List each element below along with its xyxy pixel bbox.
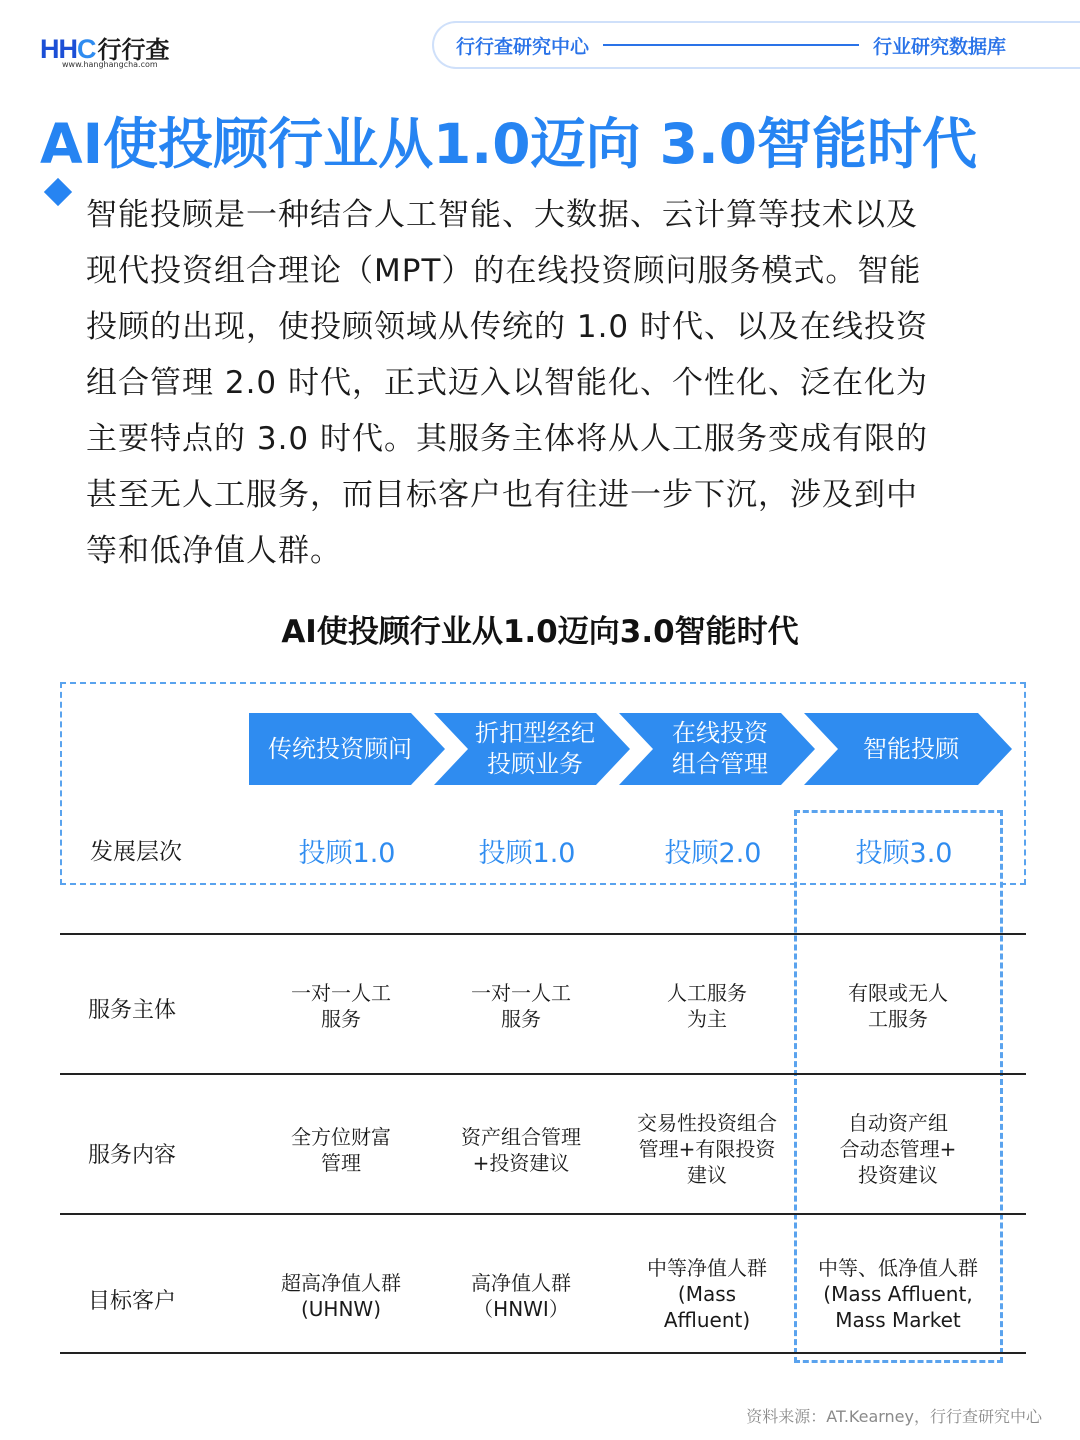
paragraph-line: 组合管理 2.0 时代，正式迈入以智能化、个性化、泛在化为	[86, 365, 929, 401]
paragraph-line: 甚至无人工服务，而目标客户也有往进一步下沉，涉及到中	[86, 477, 918, 513]
table-cell: 超高净值人群 (UHNW)	[281, 1271, 401, 1321]
table-cell: 资产组合管理 +投资建议	[461, 1125, 581, 1175]
diagram-title: AI使投顾行业从1.0迈向3.0智能时代	[281, 614, 799, 650]
header-left-label: 行行查研究中心	[456, 35, 590, 58]
header-divider-line	[603, 44, 859, 46]
table-rule	[60, 1213, 1026, 1215]
logo-text: 行行查	[97, 36, 170, 64]
table-rule	[60, 1352, 1026, 1354]
stage-arrow	[249, 713, 445, 785]
diamond-bullet-icon	[44, 178, 72, 206]
paragraph-line: 现代投资组合理论（MPT）的在线投资顾问服务模式。智能	[86, 253, 922, 289]
page-title: AI使投顾行业从1.0迈向 3.0智能时代	[40, 112, 978, 176]
table-rule	[60, 933, 1026, 935]
table-row-label: 服务内容	[88, 1143, 177, 1168]
table-cell: 有限或无人 工服务	[848, 981, 948, 1031]
paragraph-line: 智能投顾是一种结合人工智能、大数据、云计算等技术以及	[86, 197, 918, 233]
table-cell: 交易性投资组合 管理+有限投资 建议	[637, 1111, 777, 1187]
brand-logo	[40, 30, 200, 72]
stage-level: 投顾1.0	[478, 838, 576, 869]
stage-arrow	[434, 713, 630, 785]
stage-arrow	[804, 713, 1012, 785]
header-right-label: 行业研究数据库	[873, 35, 1007, 58]
stage-label: 传统投资顾问	[268, 734, 412, 763]
table-cell: 中等净值人群 (Mass Affluent)	[647, 1256, 767, 1332]
table-cell: 自动资产组 合动态管理+ 投资建议	[839, 1111, 957, 1187]
paragraph-line: 主要特点的 3.0 时代。其服务主体将从人工服务变成有限的	[86, 421, 929, 457]
level-row-label: 发展层次	[90, 839, 182, 865]
table-cell: 中等、低净值人群 (Mass Affluent, Mass Market	[818, 1256, 978, 1332]
paragraph-line: 等和低净值人群。	[86, 533, 342, 569]
table-cell: 全方位财富 管理	[291, 1125, 391, 1175]
logo-url: www.hanghangcha.com	[62, 60, 158, 69]
stage-level: 投顾1.0	[298, 838, 396, 869]
table-rule	[60, 1073, 1026, 1075]
paragraph-line: 投顾的出现，使投顾领域从传统的 1.0 时代、以及在线投资	[86, 309, 929, 345]
stage-label: 智能投顾	[863, 734, 959, 763]
table-row-label: 服务主体	[88, 998, 177, 1023]
intro-paragraph	[86, 187, 1046, 579]
table-cell: 人工服务 为主	[667, 981, 747, 1031]
stage-level: 投顾2.0	[664, 838, 762, 869]
stage-arrow	[619, 713, 815, 785]
table-cell: 一对一人工 服务	[471, 981, 571, 1031]
table-row-label: 目标客户	[88, 1289, 177, 1314]
stage-label: 在线投资 组合管理	[672, 719, 768, 778]
table-cell: 高净值人群 （HNWI）	[471, 1271, 571, 1321]
logo-mark: HHC	[40, 34, 96, 64]
stage-level: 投顾3.0	[855, 838, 953, 869]
stage-label: 折扣型经纪 投顾业务	[475, 719, 595, 778]
source-note: 资料来源：AT.Kearney，行行查研究中心	[746, 1407, 1042, 1426]
header-banner	[432, 21, 1080, 69]
table-cell: 一对一人工 服务	[291, 981, 391, 1031]
